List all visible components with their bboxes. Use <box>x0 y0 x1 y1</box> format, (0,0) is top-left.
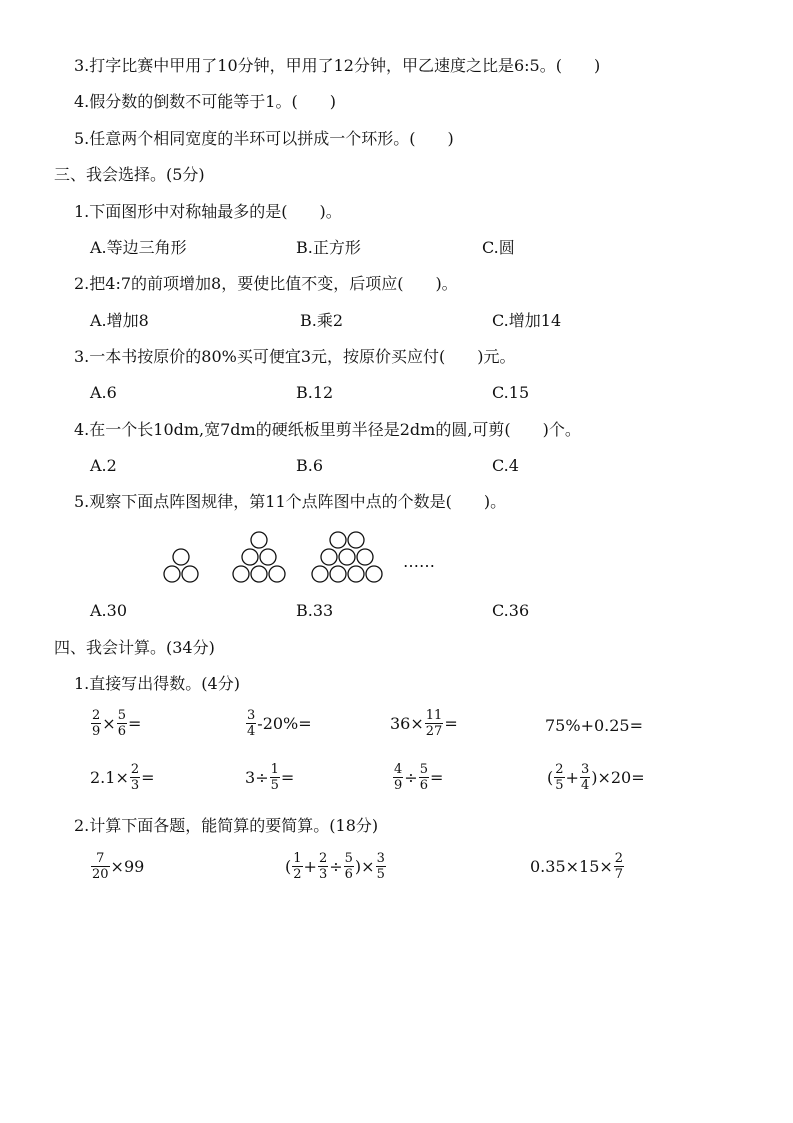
dot <box>357 549 373 565</box>
dot <box>260 549 276 565</box>
choice-question-5: 5.观察下面点阵图规律，第11个点阵图中点的个数是( )。 <box>74 492 507 511</box>
dot <box>251 566 267 582</box>
calc-3: 36 × $\frac{11}{27}$ = <box>390 708 458 739</box>
section-4-title: 四、我会计算。(34分) <box>54 638 215 657</box>
dot <box>173 549 189 565</box>
calc-part2-3: 0.35×15 × $\frac{2}{7}$ <box>530 851 624 882</box>
part-1-title: 1.直接写出得数。(4分) <box>74 674 240 693</box>
calc-4: 75%+0.25= <box>545 716 643 735</box>
fraction: $\frac{5}{6}$ <box>419 762 428 793</box>
part-2-title: 2.计算下面各题，能简算的要简算。(18分) <box>74 816 379 835</box>
choice-2-option-a[interactable]: A.增加8 <box>90 311 149 330</box>
calc-1: $\frac{2}{9}$ × $\frac{5}{6}$ = <box>92 708 142 739</box>
dot <box>233 566 249 582</box>
dot <box>312 566 328 582</box>
calc-8: ( $\frac{2}{5}$ + $\frac{3}{4}$ ) ×20= <box>547 762 645 793</box>
calc-6: 3 ÷ $\frac{1}{5}$ = <box>245 762 295 793</box>
fraction: $\frac{2}{3}$ <box>130 762 140 793</box>
calc-5: 2.1 × $\frac{2}{3}$ = <box>90 762 155 793</box>
choice-4-option-c[interactable]: C.4 <box>492 456 519 475</box>
judge-item-4: 4.假分数的倒数不可能等于1。( ) <box>74 92 336 111</box>
choice-1-option-b[interactable]: B.正方形 <box>296 238 361 257</box>
dot <box>330 532 346 548</box>
dot <box>182 566 198 582</box>
dot <box>269 566 285 582</box>
dot <box>339 549 355 565</box>
calc-2: $\frac{3}{4}$ -20%= <box>247 708 312 739</box>
choice-4-option-a[interactable]: A.2 <box>90 456 117 475</box>
fraction: $\frac{3}{5}$ <box>376 851 385 882</box>
choice-1-option-a[interactable]: A.等边三角形 <box>90 238 187 257</box>
choice-4-option-b[interactable]: B.6 <box>296 456 324 475</box>
fraction: $\frac{2}{7}$ <box>614 851 624 882</box>
calc-part2-2: ( $\frac{1}{2}$ + $\frac{2}{3}$ ÷ $\frac{5}{6}$ ) × $\frac{3}{5}$ <box>285 851 385 882</box>
calc-part2-1: $\frac{7}{20}$ ×99 <box>92 851 145 882</box>
dot <box>348 532 364 548</box>
dot <box>164 566 180 582</box>
fraction: $\frac{2}{3}$ <box>318 851 328 882</box>
fraction: $\frac{1}{5}$ <box>270 762 279 793</box>
fraction: $\frac{11}{27}$ <box>425 708 443 739</box>
fraction: $\frac{3}{4}$ <box>580 762 590 793</box>
fraction: $\frac{5}{6}$ <box>117 708 126 739</box>
dot <box>321 549 337 565</box>
choice-3-option-a[interactable]: A.6 <box>90 383 117 402</box>
judge-item-3: 3.打字比赛中甲用了10分钟，甲用了12分钟，甲乙速度之比是6:5。( ) <box>74 56 601 75</box>
choice-5-option-c[interactable]: C.36 <box>492 601 530 620</box>
choice-question-2: 2.把4:7的前项增加8，要使比值不变，后项应( )。 <box>74 274 458 293</box>
fraction: $\frac{7}{20}$ <box>92 851 109 882</box>
fraction: $\frac{3}{4}$ <box>247 708 256 739</box>
fraction: $\frac{2}{5}$ <box>555 762 564 793</box>
dot <box>366 566 382 582</box>
choice-2-option-c[interactable]: C.增加14 <box>492 311 562 330</box>
dot <box>242 549 258 565</box>
choice-3-option-c[interactable]: C.15 <box>492 383 530 402</box>
fraction: $\frac{5}{6}$ <box>344 851 353 882</box>
fraction: $\frac{4}{9}$ <box>394 762 403 793</box>
fraction: $\frac{2}{9}$ <box>92 708 101 739</box>
choice-3-option-b[interactable]: B.12 <box>296 383 334 402</box>
choice-question-1: 1.下面图形中对称轴最多的是( )。 <box>74 202 342 221</box>
calc-7: $\frac{4}{9}$ ÷ $\frac{5}{6}$ = <box>394 762 444 793</box>
choice-5-option-b[interactable]: B.33 <box>296 601 334 620</box>
choice-question-4: 4.在一个长10dm,宽7dm的硬纸板里剪半径是2dm的圆,可剪( )个。 <box>74 420 581 439</box>
fraction: $\frac{1}{2}$ <box>293 851 302 882</box>
choice-question-3: 3.一本书按原价的80%买可便宜3元，按原价买应付( )元。 <box>74 347 516 366</box>
choice-1-option-c[interactable]: C.圆 <box>482 238 515 257</box>
choice-2-option-b[interactable]: B.乘2 <box>300 311 344 330</box>
judge-item-5: 5.任意两个相同宽度的半环可以拼成一个环形。( ) <box>74 129 454 148</box>
dot-pattern-figure <box>155 527 445 587</box>
choice-5-option-a[interactable]: A.30 <box>90 601 127 620</box>
dot <box>330 566 346 582</box>
dot <box>251 532 267 548</box>
section-3-title: 三、我会选择。(5分) <box>54 165 205 184</box>
dot <box>348 566 364 582</box>
dots-ellipsis: …… <box>403 552 435 571</box>
